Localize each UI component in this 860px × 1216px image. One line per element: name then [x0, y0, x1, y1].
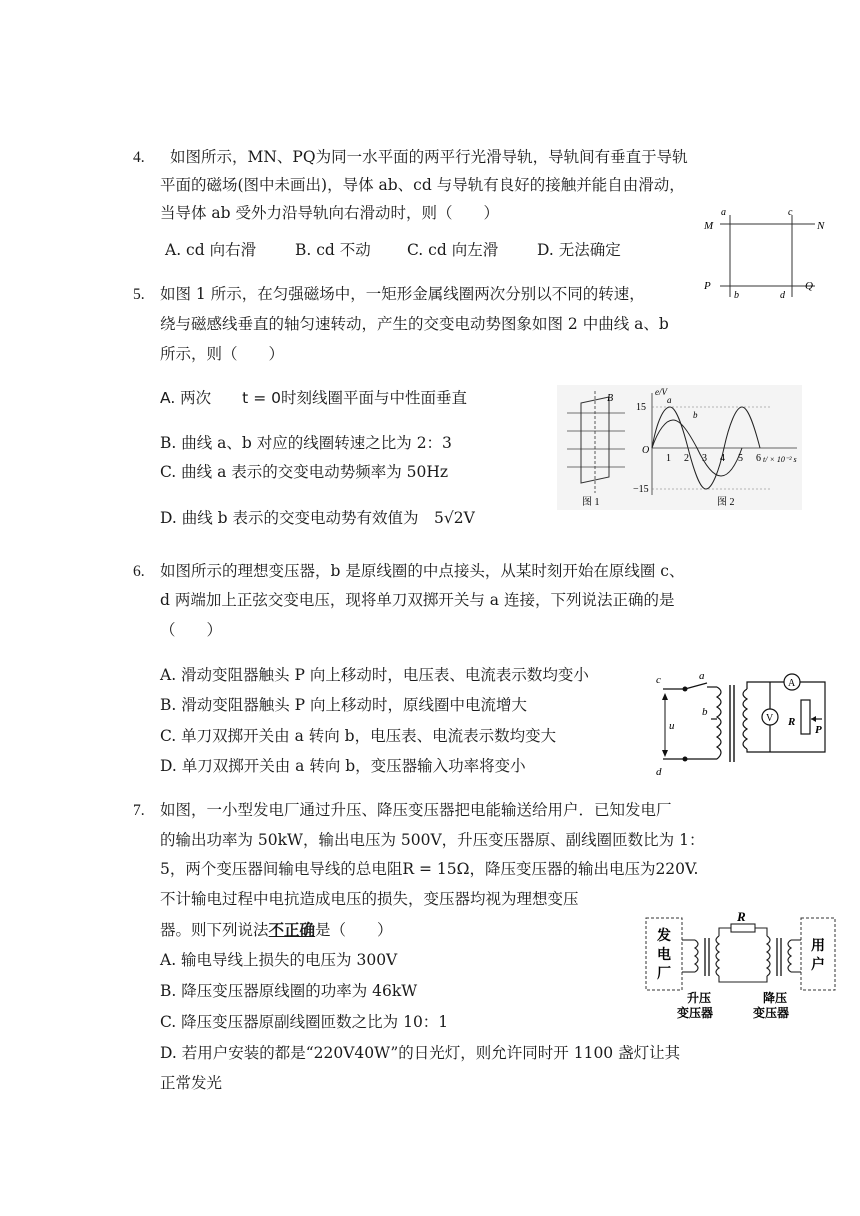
label-p: P — [704, 280, 711, 292]
voltage-u: u — [669, 720, 675, 732]
plant-char: 电 — [657, 948, 671, 963]
x-tick: 5 — [738, 453, 743, 464]
question-text-line: d 两端加上正弦交变电压，现将单刀双掷开关与 a 连接，下列说法正确的是 — [160, 591, 675, 609]
plant-char: 发 — [657, 929, 671, 944]
label-b-field: B — [607, 393, 614, 404]
contact-a: a — [699, 670, 705, 682]
x-tick: 3 — [702, 453, 707, 464]
question-number: 6. — [133, 563, 145, 580]
option-d: D. 单刀双掷开关由 a 转向 b，变压器输入功率将变小 — [160, 757, 526, 775]
option-b: B. cd 不动 — [295, 241, 371, 259]
option-c: C. 单刀双掷开关由 a 转向 b，电压表、电流表示数均变大 — [160, 727, 557, 745]
resistor-label: R — [788, 716, 796, 728]
question-text-line: （ ） — [160, 621, 223, 639]
option-b: B. 曲线 a、b 对应的线圈转速之比为 2：3 — [160, 434, 452, 452]
x-axis-label: t/ × 10⁻² s — [763, 455, 797, 464]
question-text-line: 平面的磁场(图中未画出)，导体 ab、cd 与导轨有良好的接触并能自由滑动， — [160, 176, 685, 194]
question-text-line: 如图，一小型发电厂通过升压、降压变压器把电能输送给用户．已知发电厂 — [160, 801, 672, 819]
origin-label: O — [642, 445, 650, 456]
user-char: 用 — [811, 939, 825, 954]
option-d-continued: 正常发光 — [160, 1074, 223, 1092]
step-up-label-1: 升压 — [687, 991, 712, 1005]
question-text-line: 如图 1 所示，在匀强磁场中，一矩形金属线圈两次分别以不同的转速， — [160, 285, 645, 303]
option-c: C. cd 向左滑 — [407, 241, 499, 259]
question-text-line: 5，两个变压器间输电导线的总电阻R = 15Ω，降压变压器的输出电压为220V. — [160, 860, 699, 878]
terminal-d: d — [656, 766, 662, 778]
question-text-line: 如图所示，MN、PQ为同一水平面的两平行光滑导轨，导轨间有垂直于导轨 — [170, 148, 688, 166]
voltmeter-label: V — [766, 713, 774, 724]
question-number: 7. — [133, 802, 145, 819]
label-n: N — [817, 220, 825, 232]
terminal-c: c — [656, 674, 661, 686]
plant-char: 厂 — [657, 967, 671, 982]
step-down-label-2: 变压器 — [753, 1006, 790, 1020]
x-tick: 1 — [666, 453, 671, 464]
step-down-label-1: 降压 — [763, 991, 788, 1005]
question-text-line: 不计输电过程中电抗造成电压的损失，变压器均视为理想变压 — [160, 890, 579, 908]
question-number: 4. — [133, 149, 145, 166]
question-text-line — [160, 922, 393, 939]
x-tick: 6 — [756, 453, 761, 464]
option-c: C. 降压变压器原副线圈匝数之比为 10：1 — [160, 1013, 449, 1031]
option-a: A. 两次 t = 0时刻线圈平面与中性面垂直 — [160, 389, 467, 407]
user-char: 户 — [811, 958, 825, 973]
option-b: B. 滑动变阻器触头 P 向上移动时，原线圈中电流增大 — [160, 696, 528, 714]
transformer-circuit-figure — [655, 667, 830, 779]
fig2-caption: 图 2 — [717, 497, 735, 508]
y-max-label: 15 — [636, 402, 646, 413]
line-resistor-label: R — [737, 910, 746, 924]
power-transmission-figure — [643, 910, 843, 1022]
option-d: D. 无法确定 — [537, 241, 621, 259]
coil-and-emf-figure — [557, 385, 802, 510]
x-tick: 2 — [684, 453, 689, 464]
y-axis-label: e/V — [655, 387, 667, 397]
slider-label: P — [815, 724, 822, 736]
question-text-line: 的输出功率为 50kW，输出电压为 500V，升压变压器原、副线圈匝数比为 1： — [160, 831, 705, 849]
label-a: a — [721, 207, 726, 218]
question-text-line: 当导体 ab 受外力沿导轨向右滑动时，则（ ） — [160, 204, 500, 222]
option-b: B. 降压变压器原线圈的功率为 46kW — [160, 982, 418, 1000]
text-segment: 是（ ） — [315, 921, 393, 939]
option-d: D. 曲线 b 表示的交变电动势有效值为 5√2V — [160, 509, 475, 527]
rails-figure — [700, 205, 830, 305]
label-m: M — [704, 220, 714, 232]
contact-b: b — [702, 706, 708, 718]
option-d: D. 若用户安装的都是“220V40W”的日光灯，则允许同时开 1100 盏灯让其 — [160, 1044, 681, 1062]
label-d: d — [780, 290, 785, 301]
text-segment: 器。则下列说法 — [160, 921, 269, 939]
label-b: b — [734, 290, 739, 301]
x-tick: 4 — [720, 453, 725, 464]
option-a: A. 输电导线上损失的电压为 300V — [160, 951, 398, 969]
emphasis-not-correct: 不正确 — [268, 920, 316, 939]
ammeter-label: A — [788, 678, 796, 689]
step-up-label-2: 变压器 — [677, 1006, 714, 1020]
option-c: C. 曲线 a 表示的交变电动势频率为 50Hz — [160, 463, 449, 481]
question-text-line: 如图所示的理想变压器，b 是原线圈的中点接头，从某时刻开始在原线圈 c、 — [160, 562, 685, 580]
y-min-label: −15 — [633, 484, 649, 495]
curve-b-label: b — [693, 410, 698, 420]
label-q: Q — [805, 280, 813, 292]
label-c: c — [788, 207, 793, 218]
option-a: A. cd 向右滑 — [165, 241, 257, 259]
question-text-line: 绕与磁感线垂直的轴匀速转动，产生的交变电动势图象如图 2 中曲线 a、b — [160, 315, 669, 333]
question-number: 5. — [133, 286, 145, 303]
curve-a-label: a — [667, 395, 672, 405]
fig1-caption: 图 1 — [582, 497, 600, 508]
option-a: A. 滑动变阻器触头 P 向上移动时，电压表、电流表示数均变小 — [160, 666, 589, 684]
question-text-line: 所示，则（ ） — [160, 345, 285, 363]
